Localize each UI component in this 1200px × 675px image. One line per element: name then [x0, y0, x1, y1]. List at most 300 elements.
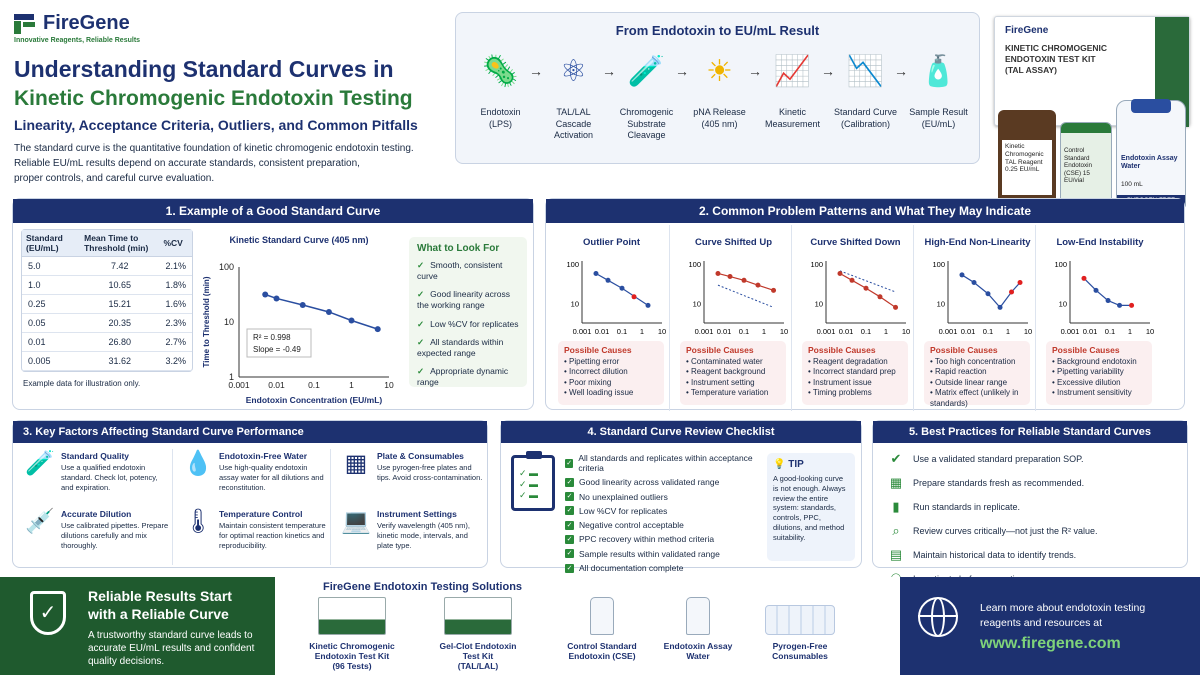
- product-label: Control Standard: [567, 641, 637, 651]
- r-squared: R² = 0.998: [253, 333, 291, 342]
- data-point: [728, 274, 733, 279]
- look-item: ✓ Good linearity across the working range: [417, 289, 519, 310]
- pattern-mini-chart: [802, 253, 912, 343]
- x-tick-label: 1: [1005, 327, 1011, 336]
- y-tick-label: 10: [814, 299, 823, 309]
- pattern-title: Outlier Point: [583, 237, 640, 248]
- kit-box-icon: [318, 597, 386, 635]
- table-cell: 0.005: [22, 352, 80, 371]
- x-tick-label: 1: [1127, 327, 1133, 336]
- best-practice-text: Maintain historical data to identify trends.: [913, 550, 1077, 560]
- y-tick-label: 100: [566, 260, 579, 269]
- y-tick-label: 1: [228, 372, 234, 382]
- table-column-header: Mean Time to Threshold (min): [80, 230, 159, 257]
- x-tick-label: 10: [901, 327, 911, 336]
- checklist-item: [565, 549, 765, 559]
- table-cell: 7.42: [80, 257, 159, 276]
- standards-table: [21, 229, 193, 372]
- cause-item: • Reagent degradation: [808, 357, 902, 367]
- data-point: [1018, 280, 1023, 285]
- y-tick-label: 100: [218, 262, 234, 272]
- flow-step-label: [756, 107, 829, 130]
- table-cell: 0.25: [22, 295, 80, 314]
- vial-icon: [590, 597, 614, 635]
- x-tick-label: 0.01: [1082, 327, 1098, 336]
- flow-step-text: Standard Curve: [833, 107, 898, 117]
- table-cell: 20.35: [80, 314, 159, 333]
- cause-item: • Pipetting error: [564, 357, 658, 367]
- pattern-title: High-End Non-Linearity: [924, 237, 1031, 248]
- cause-item: • Too high concentration: [930, 357, 1024, 367]
- clipboard-icon: ✓ ▬ ✓ ▬ ✓ ▬: [511, 455, 555, 511]
- best-practice-item: [887, 451, 1183, 467]
- table-cell: 15.21: [80, 295, 159, 314]
- product-label: Gel-Clot Endotoxin: [439, 641, 517, 651]
- y-tick-label: 100: [1054, 260, 1067, 269]
- footer-reliable-results: [0, 577, 275, 675]
- data-point: [1081, 276, 1086, 281]
- flow-step-text: Chromogenic: [619, 107, 674, 117]
- checklist-item: [565, 453, 765, 473]
- cause-item: • Incorrect dilution: [564, 367, 658, 377]
- y-tick-label: 100: [688, 260, 701, 269]
- calendar-icon: ▦: [889, 475, 903, 490]
- x-tick-label: 0.01: [716, 327, 732, 336]
- data-point: [1009, 289, 1014, 294]
- data-point: [893, 305, 898, 310]
- flow-step-label: [537, 107, 610, 142]
- flow-step-text: Kinetic: [778, 107, 806, 117]
- table-column-header: %CV: [159, 230, 192, 257]
- table-cell: 2.7%: [159, 333, 192, 352]
- flow-step-text: (Calibration): [840, 118, 891, 129]
- section-good-curve: [12, 198, 534, 410]
- cause-item: • Background endotoxin: [1052, 357, 1146, 367]
- best-practice-item: [887, 499, 1183, 515]
- data-point: [349, 317, 355, 323]
- best-practice-text: Run standards in replicate.: [913, 502, 1021, 512]
- shield-check-icon: ✓: [30, 591, 66, 635]
- magnifier-icon: ⌕: [892, 523, 900, 538]
- key-factor: [337, 507, 489, 565]
- x-tick-label: 0.01: [838, 327, 854, 336]
- causes-label: Possible Causes: [930, 345, 998, 355]
- vial3-label: Endotoxin Assay Water: [1121, 155, 1178, 171]
- brand-logo: [14, 12, 194, 44]
- x-tick-label: 1: [883, 327, 889, 336]
- flask-icon: 🧪: [25, 450, 55, 477]
- bar-chart-icon: ▮: [892, 499, 900, 514]
- flow-step-text: (LPS): [488, 118, 512, 129]
- look-item: ✓ Smooth, consistent curve: [417, 260, 519, 281]
- causes-label: Possible Causes: [564, 345, 632, 355]
- checklist-text: Good linearity across validated range: [579, 477, 720, 488]
- series-line: [265, 295, 378, 330]
- data-point: [375, 326, 381, 332]
- test-tube-icon: 🧪: [627, 55, 666, 88]
- checkbox-checked-icon: ✓: [566, 493, 573, 501]
- look-title: What to Look For: [417, 243, 500, 254]
- y-tick-label: 10: [570, 299, 579, 309]
- checkbox-checked-icon: ✓: [566, 459, 573, 467]
- footer-left-desc: A trustworthy standard curve leads to accurate EU/mL results and confident quality decisions.: [88, 630, 255, 667]
- section-problem-patterns: [545, 198, 1185, 410]
- kit-box-icon: [444, 597, 512, 635]
- x-tick-label: 10: [779, 327, 789, 336]
- product-label: (96 Tests): [332, 661, 372, 672]
- flow-step-text: pNA Release: [693, 107, 746, 117]
- x-tick-label: 0.1: [860, 327, 872, 336]
- table-cell: 2.1%: [159, 257, 192, 276]
- table-row: [22, 257, 192, 276]
- flow-step: [683, 51, 762, 130]
- table-cell: 1.0: [22, 276, 80, 295]
- product-item[interactable]: [745, 597, 855, 661]
- vial3-volume: 100 mL: [1121, 181, 1143, 188]
- x-axis-label: Endotoxin Concentration (EU/mL): [245, 395, 383, 405]
- best-practice-item: [887, 547, 1183, 563]
- product-label: Kinetic Chromogenic: [309, 641, 395, 651]
- flow-step-label: [464, 107, 537, 130]
- data-point: [837, 271, 842, 276]
- x-tick-label: 1: [761, 327, 767, 336]
- footer-learn-more: [900, 577, 1200, 675]
- tip-text: A good-looking curve is not enough. Always review the entire system: standards, controls, PPC, dilutions, and method suitability.: [773, 474, 846, 542]
- best-practice-item: [887, 475, 1183, 491]
- table-row: [22, 314, 192, 333]
- factor-title: Plate & Consumables: [377, 451, 464, 461]
- flow-step: [902, 51, 975, 130]
- cause-item: • Pipetting variability: [1052, 367, 1146, 377]
- flow-step: [756, 51, 835, 130]
- vial1-label: Kinetic Chromogenic TAL Reagent 0.25 EU/mL: [1002, 140, 1052, 195]
- data-point: [300, 302, 306, 308]
- cause-item: • Poor mixing: [564, 378, 658, 388]
- table-row: [22, 276, 192, 295]
- data-point: [850, 278, 855, 283]
- product-label: Water: [686, 651, 710, 662]
- vial-icon: [686, 597, 710, 635]
- cause-item: • Reagent background: [686, 367, 780, 377]
- table-row: [22, 295, 192, 314]
- tal-reagent-vial: [998, 110, 1056, 208]
- look-item: ✓ Appropriate dynamic range: [417, 366, 519, 387]
- sun-icon: ☀: [706, 55, 733, 88]
- possible-causes: [680, 341, 786, 405]
- flow-step-text: Activation: [553, 130, 594, 141]
- data-point: [1106, 298, 1111, 303]
- what-to-look-for: [409, 237, 527, 387]
- x-tick-label: 0.1: [1104, 327, 1116, 336]
- table-column-header: Standard (EU/mL): [22, 230, 80, 257]
- product-label: Endotoxin Test Kit: [314, 651, 390, 662]
- data-point: [274, 295, 280, 301]
- x-tick-label: 0.001: [816, 327, 836, 336]
- x-tick-label: 1: [639, 327, 645, 336]
- key-factor: [179, 507, 331, 565]
- factor-title: Instrument Settings: [377, 509, 457, 519]
- arrow-right-icon: →: [529, 63, 543, 79]
- assay-water-bottle: [1116, 100, 1186, 208]
- possible-causes: [558, 341, 664, 405]
- flow-step-text: Measurement: [764, 118, 821, 129]
- pattern-title: Curve Shifted Up: [694, 237, 773, 248]
- table-row: [22, 333, 192, 352]
- molecule-icon: ⚛: [560, 55, 587, 88]
- pattern-mini-chart: [680, 253, 790, 343]
- factor-desc: Use pyrogen-free plates and tips. Avoid cross-contamination.: [377, 463, 483, 482]
- product-label: (TAL/LAL): [457, 661, 499, 672]
- checkbox-checked-icon: ✓: [566, 535, 573, 543]
- vial2-label: Control Standard Endotoxin (CSE) 15 EU/vial: [1064, 147, 1093, 185]
- best-practice-text: Prepare standards fresh as recommended.: [913, 478, 1085, 488]
- causes-label: Possible Causes: [1052, 345, 1120, 355]
- key-factor: [337, 449, 489, 507]
- cause-item: • Instrument issue: [808, 378, 902, 388]
- factor-title: Temperature Control: [219, 509, 303, 519]
- product-item[interactable]: [643, 597, 753, 661]
- slope: Slope = -0.49: [253, 345, 301, 354]
- data-point: [606, 278, 611, 283]
- cause-item: • Instrument sensitivity: [1052, 388, 1146, 398]
- data-point: [986, 291, 991, 296]
- checklist-text: Low %CV for replicates: [579, 505, 668, 516]
- data-point: [1094, 288, 1099, 293]
- causes-label: Possible Causes: [686, 345, 754, 355]
- table-cell: 1.6%: [159, 295, 192, 314]
- data-point: [326, 309, 332, 315]
- cause-item: • Instrument setting: [686, 378, 780, 388]
- y-tick-label: 100: [932, 260, 945, 269]
- checkbox-checked-icon: ✓: [566, 507, 573, 515]
- product-label: Endotoxin (CSE): [568, 651, 636, 662]
- x-tick-label: 0.001: [694, 327, 714, 336]
- data-point: [715, 271, 720, 276]
- problem-pattern: [920, 225, 1036, 411]
- x-tick-label: 0.01: [268, 380, 285, 390]
- firegene-logo-icon: [14, 14, 38, 34]
- checkbox-checked-icon: ✓: [566, 521, 573, 529]
- document-icon: ▤: [889, 547, 903, 562]
- factor-desc: Use a qualified endotoxin standard. Check lot, potency, and expiration.: [61, 463, 158, 492]
- arrow-right-icon: →: [602, 63, 616, 79]
- x-tick-label: 10: [384, 380, 394, 390]
- x-tick-label: 0.001: [1060, 327, 1080, 336]
- pattern-title: Low-End Instability: [1056, 237, 1144, 248]
- brand-name: FireGene: [43, 12, 130, 34]
- brand-tagline: Innovative Reagents, Reliable Results: [14, 37, 141, 44]
- table-cell: 31.62: [80, 352, 159, 371]
- pattern-mini-chart: [924, 253, 1034, 343]
- section1-header: 1. Example of a Good Standard Curve: [13, 199, 533, 223]
- key-factor: [21, 507, 173, 565]
- flow-step: [829, 51, 908, 130]
- checklist-text: All standards and replicates within acceptance criteria: [578, 453, 753, 473]
- problem-pattern: [798, 225, 914, 411]
- section4-header: 4. Standard Curve Review Checklist: [501, 421, 861, 443]
- product-label: Endotoxin Assay: [663, 641, 733, 651]
- flow-step: [464, 51, 543, 130]
- flow-step-label: [683, 107, 756, 130]
- footer-left-title1: Reliable Results Start: [88, 588, 232, 604]
- data-point: [593, 271, 598, 276]
- flow-step-text: (405 nm): [701, 118, 738, 129]
- flow-step-text: Endotoxin: [480, 107, 521, 117]
- y-axis-label: Time to Threshold (min): [202, 276, 211, 368]
- flow-panel: [455, 12, 980, 164]
- section-best-practices: [872, 420, 1188, 568]
- cause-item: • Matrix effect (unlikely in standards): [930, 388, 1024, 409]
- checklist-text: Negative control acceptable: [579, 520, 684, 531]
- x-tick-label: 0.01: [960, 327, 976, 336]
- product-item[interactable]: [423, 597, 533, 672]
- intro-line3: proper controls, and careful curve evaluation.: [14, 173, 215, 184]
- data-point: [864, 286, 869, 291]
- x-tick-label: 0.1: [308, 380, 320, 390]
- tip-title: TIP: [788, 459, 804, 470]
- pattern-title: Curve Shifted Down: [810, 237, 901, 248]
- data-point: [262, 292, 268, 298]
- look-item: ✓ Low %CV for replicates: [417, 319, 519, 330]
- x-tick-label: 0.001: [938, 327, 958, 336]
- footer-right-desc1: Learn more about endotoxin testing: [980, 602, 1146, 614]
- website-link[interactable]: www.firegene.com: [980, 635, 1121, 652]
- best-practice-item: [887, 523, 1183, 539]
- x-tick-label: 10: [1023, 327, 1033, 336]
- look-item: ✓ All standards within expected range: [417, 337, 519, 358]
- possible-causes: [1046, 341, 1152, 405]
- standard-curve-icon: 📉: [846, 55, 885, 88]
- y-tick-label: 10: [223, 317, 234, 327]
- data-point: [632, 294, 637, 299]
- data-point: [972, 280, 977, 285]
- title-line2: Kinetic Chromogenic Endotoxin Testing: [14, 87, 413, 110]
- section2-header: 2. Common Problem Patterns and What They May Indicate: [546, 199, 1184, 223]
- data-point: [755, 283, 760, 288]
- flow-step-label: [610, 107, 683, 142]
- checklist-item: [565, 492, 765, 502]
- problem-pattern: [1042, 225, 1158, 411]
- factor-title: Endotoxin-Free Water: [219, 451, 307, 461]
- series-line: [840, 273, 896, 307]
- table-cell: 26.80: [80, 333, 159, 352]
- checklist-item: [565, 520, 765, 530]
- checklist-item: [565, 477, 765, 487]
- fit-stats: [247, 329, 311, 357]
- factor-title: Standard Quality: [61, 451, 130, 461]
- arrow-right-icon: →: [894, 63, 908, 79]
- checklist-item: [565, 534, 765, 544]
- section5-header: 5. Best Practices for Reliable Standard Curves: [873, 421, 1187, 443]
- table-cell: 1.8%: [159, 276, 192, 295]
- possible-causes: [924, 341, 1030, 408]
- table-cell: 0.01: [22, 333, 80, 352]
- y-tick-label: 100: [810, 260, 823, 269]
- factor-desc: Use high-quality endotoxin assay water for all dilutions and reconstitution.: [219, 463, 324, 492]
- data-point: [1129, 303, 1134, 308]
- footer-left-title2: with a Reliable Curve: [88, 606, 229, 623]
- kit-name1: KINETIC CHROMOGENIC: [1005, 43, 1107, 53]
- flow-step-text: Sample Result: [909, 107, 968, 117]
- checklist-item: [565, 506, 765, 516]
- arrow-right-icon: →: [675, 63, 689, 79]
- lightbulb-icon: 💡: [773, 459, 786, 470]
- laptop-icon: 💻: [341, 508, 371, 535]
- footer-mid-title: FireGene Endotoxin Testing Solutions: [323, 581, 523, 593]
- y-tick-label: 10: [692, 299, 701, 309]
- table-cell: 5.0: [22, 257, 80, 276]
- checklist-text: All documentation complete: [579, 563, 684, 574]
- intro-text: [14, 141, 454, 186]
- section-key-factors: [12, 420, 488, 568]
- flow-title: From Endotoxin to EU/mL Result: [615, 23, 820, 38]
- x-tick-label: 0.001: [228, 380, 250, 390]
- product-label: Pyrogen-Free: [772, 641, 828, 651]
- best-practice-text: Use a validated standard preparation SOP.: [913, 454, 1084, 464]
- factor-desc: Use calibrated pipettes. Prepare dilutions carefully and mix thoroughly.: [61, 521, 169, 550]
- y-tick-label: 10: [936, 299, 945, 309]
- x-tick-label: 10: [657, 327, 667, 336]
- cause-item: • Contaminated water: [686, 357, 780, 367]
- cause-item: • Rapid reaction: [930, 367, 1024, 377]
- chart-title: Kinetic Standard Curve (405 nm): [229, 235, 369, 245]
- cause-item: • Incorrect standard prep: [808, 367, 902, 377]
- data-point: [646, 303, 651, 308]
- table-cell: 0.05: [22, 314, 80, 333]
- section3-header: 3. Key Factors Affecting Standard Curve Performance: [13, 421, 487, 443]
- data-point: [998, 305, 1003, 310]
- table-cell: 3.2%: [159, 352, 192, 371]
- factor-desc: Verify wavelength (405 nm), kinetic mode, intervals, and plate type.: [377, 521, 470, 550]
- bacteria-icon: 🦠: [481, 55, 520, 88]
- flow-step-text: TAL/LAL: [556, 107, 591, 117]
- data-point: [620, 286, 625, 291]
- checklist-item: [565, 563, 765, 573]
- best-practice-text: Review curves critically—not just the R² value.: [913, 526, 1098, 536]
- checklist-text: PPC recovery within method criteria: [579, 534, 715, 545]
- product-item[interactable]: [547, 597, 657, 661]
- check-circle-icon: ✔: [890, 451, 902, 466]
- flow-step-text: Substrate: [627, 118, 666, 129]
- cause-item: • Well loading issue: [564, 388, 658, 398]
- flow-step: [610, 51, 689, 142]
- thermometer-icon: 🌡: [182, 508, 214, 535]
- data-point: [742, 278, 747, 283]
- table-cell: 2.3%: [159, 314, 192, 333]
- reference-line: [718, 285, 774, 307]
- x-tick-label: 0.1: [738, 327, 750, 336]
- flow-step-text: Cascade: [555, 118, 592, 129]
- vial-icon: 🧴: [919, 55, 958, 88]
- checkbox-checked-icon: ✓: [566, 550, 573, 558]
- cause-item: • Excessive dilution: [1052, 378, 1146, 388]
- kinetic-curves-icon: 📈: [773, 55, 812, 88]
- product-item[interactable]: [297, 597, 407, 672]
- data-point: [771, 288, 776, 293]
- product-label: Consumables: [772, 651, 828, 662]
- standard-curve-chart: [199, 229, 399, 407]
- kit-product-image: [986, 10, 1196, 210]
- intro-line1: The standard curve is the quantitative foundation of kinetic chromogenic endotoxin testing.: [14, 143, 414, 154]
- product-label: Test Kit: [462, 651, 494, 662]
- flow-step-text: Cleavage: [627, 130, 666, 141]
- table-cell: 10.65: [80, 276, 159, 295]
- checkbox-checked-icon: ✓: [566, 478, 573, 486]
- x-tick-label: 0.001: [572, 327, 592, 336]
- illustration-note: Example data for illustration only.: [23, 379, 141, 388]
- globe-icon: [918, 597, 958, 637]
- flow-step-label: [829, 107, 902, 130]
